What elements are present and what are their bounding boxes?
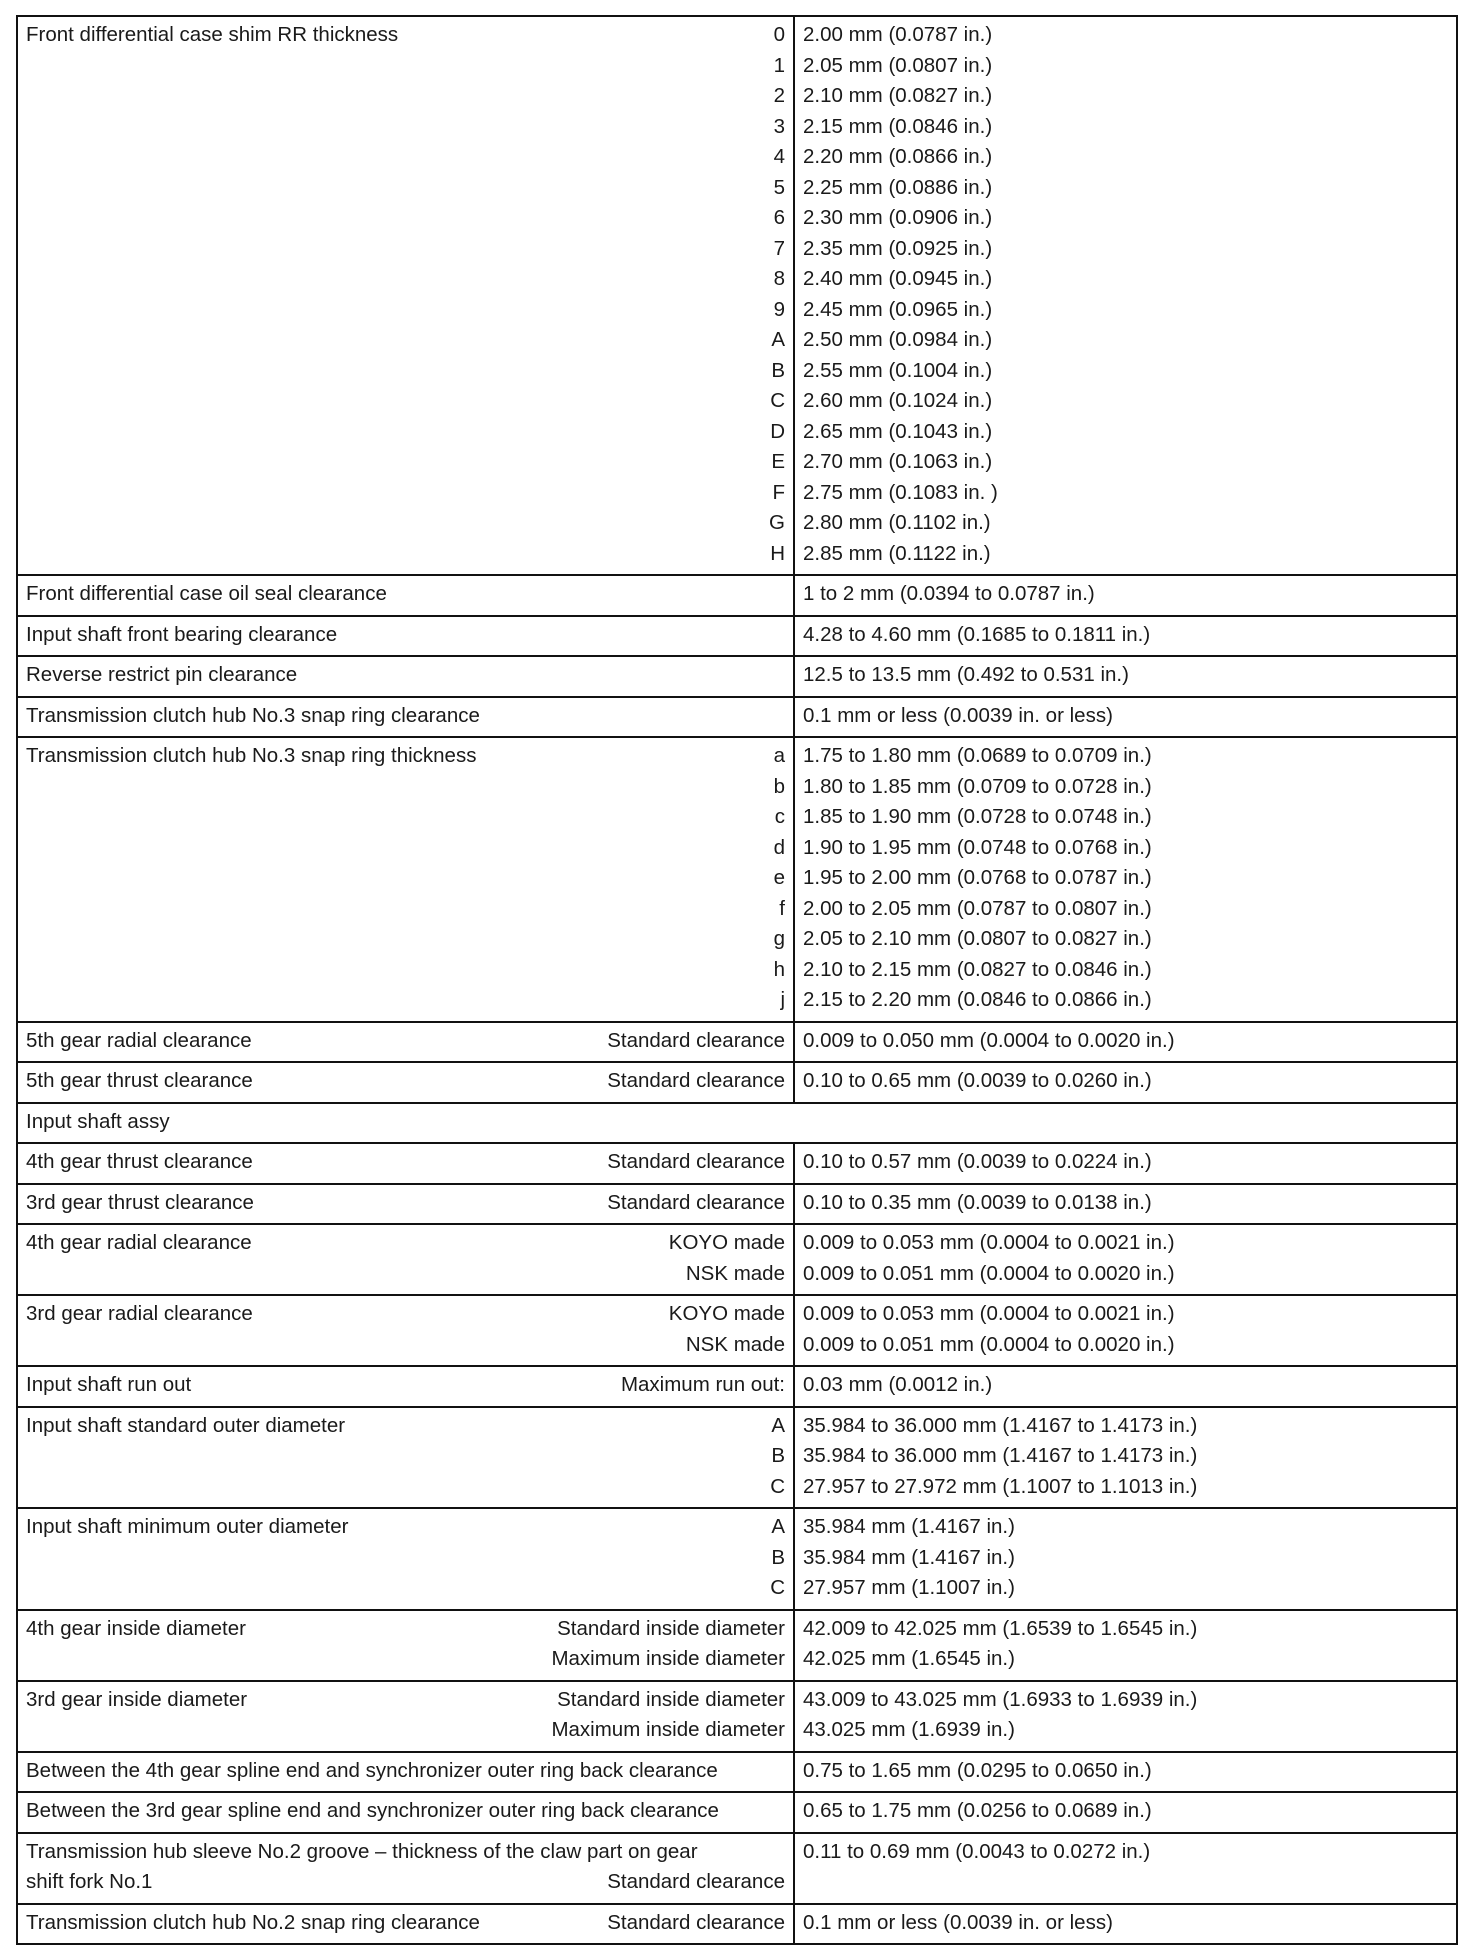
spec-key: C (770, 389, 785, 412)
spec-item-line (26, 1026, 785, 1057)
spec-value-cell (794, 575, 1457, 616)
spec-item-line (26, 620, 785, 651)
spec-item-cell (17, 1792, 794, 1833)
spec-value: 2.60 mm (0.1024 in.) (803, 389, 993, 412)
spec-value-cell (794, 1904, 1457, 1945)
spec-value: 2.05 mm (0.0807 in.) (803, 53, 993, 77)
spec-value-cell (794, 16, 1457, 575)
spec-value-cell (794, 1610, 1457, 1681)
spec-key: h (773, 957, 785, 981)
spec-value: 2.15 mm (0.0846 in.) (803, 114, 993, 138)
spec-key: Standard inside diameter (557, 1687, 785, 1711)
spec-item-line (26, 20, 785, 569)
spec-item-name: Input shaft front bearing clearance (26, 622, 338, 646)
spec-row (17, 1366, 1457, 1407)
spec-item-name: Front differential case oil seal clearance (26, 582, 387, 605)
spec-value: 2.30 mm (0.0906 in.) (803, 206, 993, 229)
spec-key: c (774, 805, 785, 828)
spec-value-cell (794, 1681, 1457, 1752)
spec-value: 1.85 to 1.90 mm (0.0728 to 0.0748 in.) (803, 805, 1152, 828)
spec-value: 2.25 mm (0.0886 in.) (803, 175, 993, 199)
section-heading: Input shaft assy (17, 1103, 1457, 1144)
spec-row (17, 1752, 1457, 1793)
spec-value: 2.45 mm (0.0965 in.) (803, 297, 993, 321)
spec-value-cell (794, 1062, 1457, 1103)
spec-row (17, 1062, 1457, 1103)
spec-key: 5 (773, 175, 785, 199)
spec-key: Maximum run out: (620, 1373, 785, 1396)
spec-item-cell (17, 1752, 794, 1793)
spec-key: 0 (773, 23, 785, 46)
spec-key: B (771, 358, 785, 382)
spec-item-name: 5th gear thrust clearance (26, 1069, 253, 1092)
spec-key: C (770, 1474, 785, 1498)
spec-value: 35.984 to 36.000 mm (1.4167 to 1.4173 in.) (803, 1444, 1198, 1467)
spec-item-name: shift fork No.1 (26, 1870, 153, 1893)
spec-value-cell (794, 1184, 1457, 1225)
spec-item-cell (17, 575, 794, 616)
spec-row (17, 1904, 1457, 1945)
spec-key: 1 (773, 53, 785, 77)
spec-item-cell (17, 737, 794, 1022)
spec-item-name: 3rd gear thrust clearance (26, 1190, 254, 1214)
spec-key: G (769, 511, 785, 534)
spec-value-cell (794, 1366, 1457, 1407)
spec-value: 0.10 to 0.57 mm (0.0039 to 0.0224 in.) (803, 1150, 1152, 1173)
spec-table (16, 15, 1458, 1945)
spec-value: 1.90 to 1.95 mm (0.0748 to 0.0768 in.) (803, 835, 1152, 859)
spec-value: 0.03 mm (0.0012 in.) (803, 1373, 993, 1396)
spec-value-cell (794, 1295, 1457, 1366)
spec-value-cell (794, 1407, 1457, 1509)
spec-value: 2.00 to 2.05 mm (0.0787 to 0.0807 in.) (803, 896, 1152, 920)
spec-key: 7 (773, 236, 785, 260)
spec-key: Standard clearance (607, 1028, 785, 1052)
spec-row (17, 1792, 1457, 1833)
spec-value: 2.80 mm (0.1102 in.) (803, 511, 991, 534)
spec-item-cell (17, 1022, 794, 1063)
spec-value-cell (794, 1508, 1457, 1610)
spec-value: 35.984 mm (1.4167 in.) (803, 1545, 1015, 1569)
spec-key: e (773, 866, 785, 889)
spec-table-body (17, 16, 1457, 1944)
spec-key-list (770, 1512, 785, 1604)
spec-key: b (773, 774, 785, 798)
spec-row (17, 737, 1457, 1022)
spec-value: 4.28 to 4.60 mm (0.1685 to 0.1811 in.) (803, 622, 1151, 646)
spec-item-line (26, 1756, 785, 1787)
spec-key-list (607, 1026, 785, 1057)
spec-key: H (770, 541, 785, 565)
spec-value: 2.05 to 2.10 mm (0.0807 to 0.0827 in.) (803, 927, 1152, 950)
spec-key-list (769, 20, 785, 569)
spec-value: 42.025 mm (1.6545 in.) (803, 1647, 1015, 1670)
spec-value: 2.20 mm (0.0866 in.) (803, 145, 993, 168)
spec-row (17, 1295, 1457, 1366)
spec-item-cell (17, 1295, 794, 1366)
spec-row (17, 1508, 1457, 1610)
spec-value: 27.957 to 27.972 mm (1.1007 to 1.1013 in.) (803, 1474, 1198, 1498)
spec-value: 2.55 mm (0.1004 in.) (803, 358, 993, 382)
spec-value: 2.35 mm (0.0925 in.) (803, 236, 993, 260)
spec-row (17, 656, 1457, 697)
spec-key: KOYO made (668, 1302, 785, 1325)
spec-item-line (26, 1228, 785, 1289)
spec-row (17, 16, 1457, 575)
spec-row (17, 575, 1457, 616)
spec-value-cell (794, 1143, 1457, 1184)
spec-key: F (772, 480, 785, 504)
spec-value: 43.009 to 43.025 mm (1.6933 to 1.6939 in.) (803, 1687, 1198, 1711)
spec-key: Standard inside diameter (557, 1616, 785, 1640)
spec-item-line (26, 1908, 785, 1939)
spec-item-name: Transmission clutch hub No.3 snap ring clearance (26, 703, 480, 727)
spec-value-cell (794, 656, 1457, 697)
spec-key: Standard clearance (607, 1150, 785, 1173)
spec-value: 27.957 mm (1.1007 in.) (803, 1576, 1015, 1599)
spec-item-name: Between the 4th gear spline end and synchronizer outer ring back clearance (26, 1758, 718, 1782)
spec-value: 1.95 to 2.00 mm (0.0768 to 0.0787 in.) (803, 866, 1152, 889)
spec-value: 2.85 mm (0.1122 in.) (803, 541, 991, 565)
spec-item-cell (17, 1143, 794, 1184)
spec-value-cell (794, 1022, 1457, 1063)
spec-item-line (26, 1147, 785, 1178)
spec-row (17, 697, 1457, 738)
spec-row (17, 616, 1457, 657)
spec-item-line (26, 1066, 785, 1097)
spec-item-name: Between the 3rd gear spline end and synchronizer outer ring back clearance (26, 1799, 719, 1822)
spec-value: 2.15 to 2.20 mm (0.0846 to 0.0866 in.) (803, 988, 1152, 1011)
spec-item-line (26, 1685, 785, 1746)
spec-row (17, 1224, 1457, 1295)
spec-value-cell (794, 737, 1457, 1022)
spec-key: 2 (773, 84, 785, 107)
spec-item-cell (17, 16, 794, 575)
spec-value: 12.5 to 13.5 mm (0.492 to 0.531 in.) (803, 663, 1129, 686)
spec-value: 1.75 to 1.80 mm (0.0689 to 0.0709 in.) (803, 744, 1152, 767)
spec-value: 0.10 to 0.35 mm (0.0039 to 0.0138 in.) (803, 1190, 1152, 1214)
spec-item-line (26, 660, 785, 691)
spec-key: d (773, 835, 785, 859)
spec-row (17, 1610, 1457, 1681)
spec-item-name: 5th gear radial clearance (26, 1028, 252, 1052)
spec-item-name: Front differential case shim RR thickness (26, 23, 399, 46)
spec-value: 2.10 mm (0.0827 in.) (803, 84, 993, 107)
spec-key: B (771, 1545, 785, 1569)
spec-value: 1.80 to 1.85 mm (0.0709 to 0.0728 in.) (803, 774, 1152, 798)
spec-key: 9 (773, 297, 785, 321)
spec-item-line (26, 1370, 785, 1401)
spec-key: Standard clearance (607, 1910, 785, 1934)
spec-key: NSK made (685, 1261, 785, 1285)
spec-row (17, 1184, 1457, 1225)
spec-item-cell (17, 616, 794, 657)
spec-item-name: Reverse restrict pin clearance (26, 663, 298, 686)
spec-item-name: Transmission hub sleeve No.2 groove – thickness of the claw part on gear (26, 1839, 698, 1863)
spec-key: f (779, 896, 785, 920)
spec-key-list (607, 1908, 785, 1939)
spec-key: a (773, 744, 785, 767)
spec-item-name: Input shaft minimum outer diameter (26, 1515, 349, 1538)
spec-value: 0.009 to 0.053 mm (0.0004 to 0.0021 in.) (803, 1302, 1175, 1325)
spec-value: 1 to 2 mm (0.0394 to 0.0787 in.) (803, 582, 1095, 605)
spec-value: 0.75 to 1.65 mm (0.0295 to 0.0650 in.) (803, 1758, 1152, 1782)
spec-row (17, 1681, 1457, 1752)
spec-value: 0.009 to 0.051 mm (0.0004 to 0.0020 in.) (803, 1332, 1175, 1356)
spec-item-line (26, 1188, 785, 1219)
spec-item-line (26, 1512, 785, 1604)
spec-key-list (607, 1147, 785, 1178)
spec-value: 2.00 mm (0.0787 in.) (803, 23, 993, 46)
spec-item-name: 3rd gear radial clearance (26, 1302, 253, 1325)
spec-key-list (770, 1411, 785, 1503)
spec-key: KOYO made (668, 1231, 785, 1254)
spec-key: NSK made (685, 1332, 785, 1356)
spec-item-cell (17, 1610, 794, 1681)
spec-key-list (607, 1188, 785, 1219)
spec-key-list (551, 1685, 785, 1746)
spec-value: 0.009 to 0.051 mm (0.0004 to 0.0020 in.) (803, 1261, 1175, 1285)
spec-item-cell (17, 1224, 794, 1295)
spec-item-cell (17, 1508, 794, 1610)
spec-row (17, 1103, 1457, 1144)
spec-value: 35.984 mm (1.4167 in.) (803, 1515, 1015, 1538)
spec-key: B (771, 1444, 785, 1467)
spec-item-cell (17, 656, 794, 697)
spec-key: 3 (773, 114, 785, 138)
spec-value: 2.65 mm (0.1043 in.) (803, 419, 993, 443)
spec-value: 0.65 to 1.75 mm (0.0256 to 0.0689 in.) (803, 1799, 1152, 1822)
spec-key: A (771, 328, 785, 351)
spec-item-line (26, 1411, 785, 1503)
spec-key-list (551, 1614, 785, 1675)
spec-item-line (26, 1867, 785, 1898)
spec-item-line (26, 1796, 785, 1827)
spec-item-cell (17, 1833, 794, 1904)
spec-key: g (773, 927, 785, 950)
spec-value: 0.009 to 0.053 mm (0.0004 to 0.0021 in.) (803, 1231, 1175, 1254)
spec-item-line (26, 1614, 785, 1675)
spec-key: A (771, 1413, 785, 1437)
spec-item-name: Transmission clutch hub No.2 snap ring clearance (26, 1910, 480, 1934)
spec-item-name: Input shaft standard outer diameter (26, 1413, 346, 1437)
spec-value: 0.1 mm or less (0.0039 in. or less) (803, 703, 1113, 727)
spec-item-cell (17, 1366, 794, 1407)
spec-key: 4 (773, 145, 785, 168)
spec-item-cell (17, 1904, 794, 1945)
spec-item-name: 3rd gear inside diameter (26, 1687, 248, 1711)
spec-item-name: Input shaft run out (26, 1373, 192, 1396)
spec-value: 0.10 to 0.65 mm (0.0039 to 0.0260 in.) (803, 1069, 1152, 1092)
spec-key: Standard clearance (607, 1190, 785, 1214)
spec-key-list (669, 1228, 785, 1289)
spec-key: 8 (773, 267, 785, 290)
spec-value: 2.50 mm (0.0984 in.) (803, 328, 993, 351)
spec-value: 2.40 mm (0.0945 in.) (803, 267, 993, 290)
spec-item-cell (17, 1681, 794, 1752)
spec-value-cell (794, 1792, 1457, 1833)
spec-key-list (621, 1370, 785, 1401)
spec-key-list (774, 741, 785, 1016)
spec-row (17, 1143, 1457, 1184)
spec-item-cell (17, 1407, 794, 1509)
spec-value: 2.10 to 2.15 mm (0.0827 to 0.0846 in.) (803, 957, 1152, 981)
spec-row (17, 1022, 1457, 1063)
spec-item-name: 4th gear thrust clearance (26, 1150, 253, 1173)
spec-item-cell (17, 697, 794, 738)
spec-key-list (607, 1066, 785, 1097)
spec-key: Maximum inside diameter (551, 1647, 785, 1670)
spec-value-cell (794, 1752, 1457, 1793)
spec-key-list (607, 1867, 785, 1898)
spec-item-name: 4th gear radial clearance (26, 1231, 252, 1254)
spec-key: Standard clearance (607, 1069, 785, 1092)
spec-key: 6 (773, 206, 785, 229)
spec-value: 2.70 mm (0.1063 in.) (803, 450, 993, 473)
spec-item-cell (17, 1184, 794, 1225)
spec-value-cell (794, 697, 1457, 738)
spec-item-cell (17, 1062, 794, 1103)
spec-key: C (770, 1576, 785, 1599)
spec-value: 2.75 mm (0.1083 in. ) (803, 480, 998, 504)
spec-key-list (669, 1299, 785, 1360)
spec-value: 42.009 to 42.025 mm (1.6539 to 1.6545 in.) (803, 1616, 1198, 1640)
spec-item-line (26, 1299, 785, 1360)
spec-item-line (26, 579, 785, 610)
spec-value-cell (794, 1224, 1457, 1295)
spec-item-name: Transmission clutch hub No.3 snap ring thickness (26, 744, 477, 767)
spec-key: A (771, 1515, 785, 1538)
spec-row (17, 1833, 1457, 1904)
spec-item-line (26, 741, 785, 1016)
spec-value: 43.025 mm (1.6939 in.) (803, 1718, 1015, 1741)
spec-value-cell (794, 616, 1457, 657)
spec-key: Standard clearance (607, 1870, 785, 1893)
spec-value: 0.11 to 0.69 mm (0.0043 to 0.0272 in.) (803, 1839, 1151, 1863)
spec-key: j (780, 988, 785, 1011)
spec-value: 0.009 to 0.050 mm (0.0004 to 0.0020 in.) (803, 1028, 1175, 1052)
spec-item-name: 4th gear inside diameter (26, 1616, 246, 1640)
spec-key: Maximum inside diameter (551, 1718, 785, 1741)
spec-key: E (771, 450, 785, 473)
spec-item-line (26, 701, 785, 732)
spec-value-cell (794, 1833, 1457, 1904)
spec-value: 35.984 to 36.000 mm (1.4167 to 1.4173 in.) (803, 1413, 1198, 1437)
spec-value: 0.1 mm or less (0.0039 in. or less) (803, 1910, 1113, 1934)
spec-key: D (770, 419, 785, 443)
spec-row (17, 1407, 1457, 1509)
